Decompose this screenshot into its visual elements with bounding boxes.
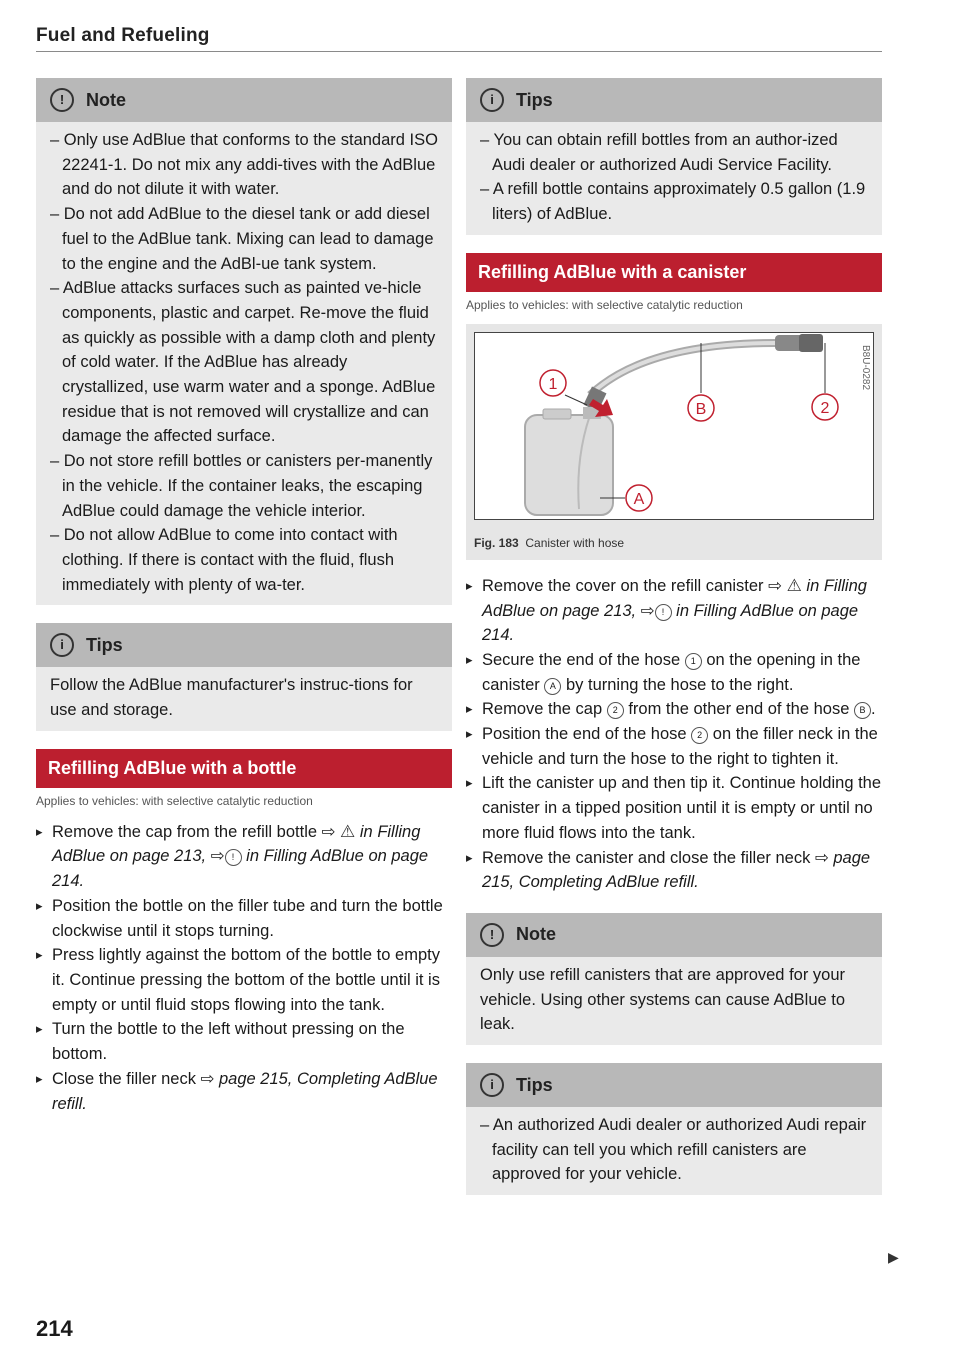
note-body: Only use refill canisters that are approved for your vehicle. Using other systems can cause AdBlue to leak. bbox=[480, 965, 846, 1034]
step-item: ▸ Remove the cap 2 from the other end of the hose B . bbox=[466, 697, 882, 722]
exclamation-icon: ! bbox=[50, 88, 74, 112]
canister-section-heading: Refilling AdBlue with a canister bbox=[466, 253, 882, 292]
step-item: ▸ Position the end of the hose 2 on the filler neck in the vehicle and turn the hose to the right to tighten it. bbox=[466, 722, 882, 771]
svg-text:2: 2 bbox=[820, 399, 830, 417]
info-icon: i bbox=[480, 88, 504, 112]
tips-body: Follow the AdBlue manufacturer's instruc-tions for use and storage. bbox=[50, 676, 413, 720]
tips-box bbox=[466, 1063, 882, 1195]
bottle-section-heading: Refilling AdBlue with a bottle bbox=[36, 749, 452, 788]
step-item: ▸ Close the filler neck ⇨ page 215, Completing AdBlue refill. bbox=[36, 1067, 452, 1116]
note-heading: Note bbox=[516, 924, 556, 945]
step-item: ▸ Remove the cover on the refill canister ⇨ ⚠ in Filling AdBlue on page 213, ⇨ ! in Filling AdBlue on page 214. bbox=[466, 574, 882, 648]
callout-B bbox=[688, 395, 714, 421]
note-box bbox=[36, 78, 452, 605]
figure-code: B8U-0282 bbox=[860, 344, 871, 390]
svg-text:B: B bbox=[695, 400, 707, 418]
step-item: ▸ Lift the canister up and then tip it. Continue holding the canister in a tipped position until it is empty or until no more fluid flows into the tank. bbox=[466, 771, 882, 845]
step-item: ▸ Position the bottle on the filler tube and turn the bottle clockwise until it stops turning. bbox=[36, 894, 452, 943]
continue-arrow-icon: ▶ bbox=[888, 1249, 899, 1265]
callout-1 bbox=[540, 370, 566, 396]
right-column bbox=[466, 78, 882, 1213]
figure-caption: Fig. 183 Canister with hose bbox=[474, 535, 625, 550]
info-icon: i bbox=[50, 633, 74, 657]
note-body bbox=[36, 122, 452, 605]
applies-to: Applies to vehicles: with selective catalytic reduction bbox=[36, 793, 313, 808]
applies-to: Applies to vehicles: with selective catalytic reduction bbox=[466, 297, 743, 312]
tips-item: – You can obtain refill bottles from an author-ized Audi dealer or authorized Audi Service Facility. bbox=[480, 131, 838, 174]
tips-body bbox=[466, 1107, 882, 1195]
info-icon: i bbox=[480, 1073, 504, 1097]
tips-heading: Tips bbox=[516, 89, 553, 110]
bottle-steps bbox=[36, 820, 452, 1116]
tips-item: – A refill bottle contains approximately 0.5 gallon (1.9 liters) of AdBlue. bbox=[480, 180, 866, 224]
callout-B-icon: B bbox=[854, 702, 871, 719]
note-item: – Do not store refill bottles or canisters per-manently in the vehicle. If the container leaks, the escaping AdBlue could damage the vehicle interior. bbox=[50, 452, 433, 520]
canister-steps bbox=[466, 574, 882, 895]
svg-text:1: 1 bbox=[548, 375, 558, 393]
tips-heading: Tips bbox=[516, 1074, 553, 1095]
step-item: ▸ Turn the bottle to the left without pressing on the bottom. bbox=[36, 1017, 452, 1066]
tips-heading: Tips bbox=[86, 634, 123, 655]
page-link[interactable]: ⇨ page 215, Completing AdBlue refill. bbox=[482, 848, 871, 892]
note-item: – Do not allow AdBlue to come into contact with clothing. If there is contact with the fluid, flush immediately with plenty of wa-ter. bbox=[50, 526, 398, 594]
note-item: – Do not add AdBlue to the diesel tank or add diesel fuel to the AdBlue tank. Mixing can lead to damage to the engine and the AdBl-ue tank system. bbox=[50, 205, 434, 273]
note-box bbox=[466, 913, 882, 1045]
callout-2-icon: 2 bbox=[607, 702, 624, 719]
callout-2-icon: 2 bbox=[691, 727, 708, 744]
step-item: ▸ Secure the end of the hose 1 on the opening in the canister A by turning the hose to the right. bbox=[466, 648, 882, 697]
step-item: ▸ Remove the cap from the refill bottle ⇨ ⚠ in Filling AdBlue on page 213, ⇨ ! in Filling AdBlue on page 214. bbox=[36, 820, 452, 894]
note-header bbox=[36, 78, 452, 122]
page-link[interactable]: page 215, Completing AdBlue refill. bbox=[52, 1069, 438, 1113]
tips-box bbox=[36, 623, 452, 730]
callout-2 bbox=[812, 394, 838, 420]
note-item: – Only use AdBlue that conforms to the standard ISO 22241-1. Do not mix any addi-tives with the AdBlue and do not dilute it with water. bbox=[50, 131, 438, 199]
exclamation-icon: ! bbox=[225, 849, 242, 866]
header-rule bbox=[36, 51, 882, 52]
step-item: ▸ Press lightly against the bottom of the bottle to empty it. Continue pressing the bottom of the bottle until it is empty or until fluid stops flowing into the tank. bbox=[36, 943, 452, 1017]
exclamation-icon: ! bbox=[655, 604, 672, 621]
tips-box bbox=[466, 78, 882, 235]
warning-icon: ⚠ bbox=[786, 575, 802, 595]
tips-body bbox=[466, 122, 882, 235]
exclamation-icon: ! bbox=[480, 923, 504, 947]
note-heading: Note bbox=[86, 89, 126, 110]
section-title: Fuel and Refueling bbox=[36, 25, 210, 46]
step-item: ▸ Remove the canister and close the filler neck ⇨ page 215, Completing AdBlue refill. bbox=[466, 846, 882, 895]
svg-text:A: A bbox=[633, 490, 645, 508]
figure-illustration bbox=[474, 332, 874, 520]
warning-icon: ⚠ bbox=[340, 821, 356, 841]
callout-1-icon: 1 bbox=[685, 653, 702, 670]
callout-A bbox=[626, 485, 652, 511]
tips-header bbox=[36, 623, 452, 667]
figure-canister bbox=[466, 324, 882, 560]
tips-item: – An authorized Audi dealer or authorized Audi repair facility can tell you which refill canisters are approved for your vehicle. bbox=[480, 1116, 867, 1184]
left-column bbox=[36, 78, 452, 1116]
callout-A-icon: A bbox=[544, 678, 561, 695]
note-header bbox=[466, 913, 882, 957]
canister-hose-illustration bbox=[475, 333, 873, 519]
tips-header bbox=[466, 78, 882, 122]
note-item: – AdBlue attacks surfaces such as painted ve-hicle components, plastic and carpet. Re-move the fluid as quickly as possible with a damp cloth and plenty of cold water. If the AdBlue has already crystallized, use warm water and a sponge. AdBlue residue that is not removed will crystallize and can damage the affected surface. bbox=[50, 279, 436, 446]
page-number: 214 bbox=[36, 1316, 73, 1341]
tips-header bbox=[466, 1063, 882, 1107]
